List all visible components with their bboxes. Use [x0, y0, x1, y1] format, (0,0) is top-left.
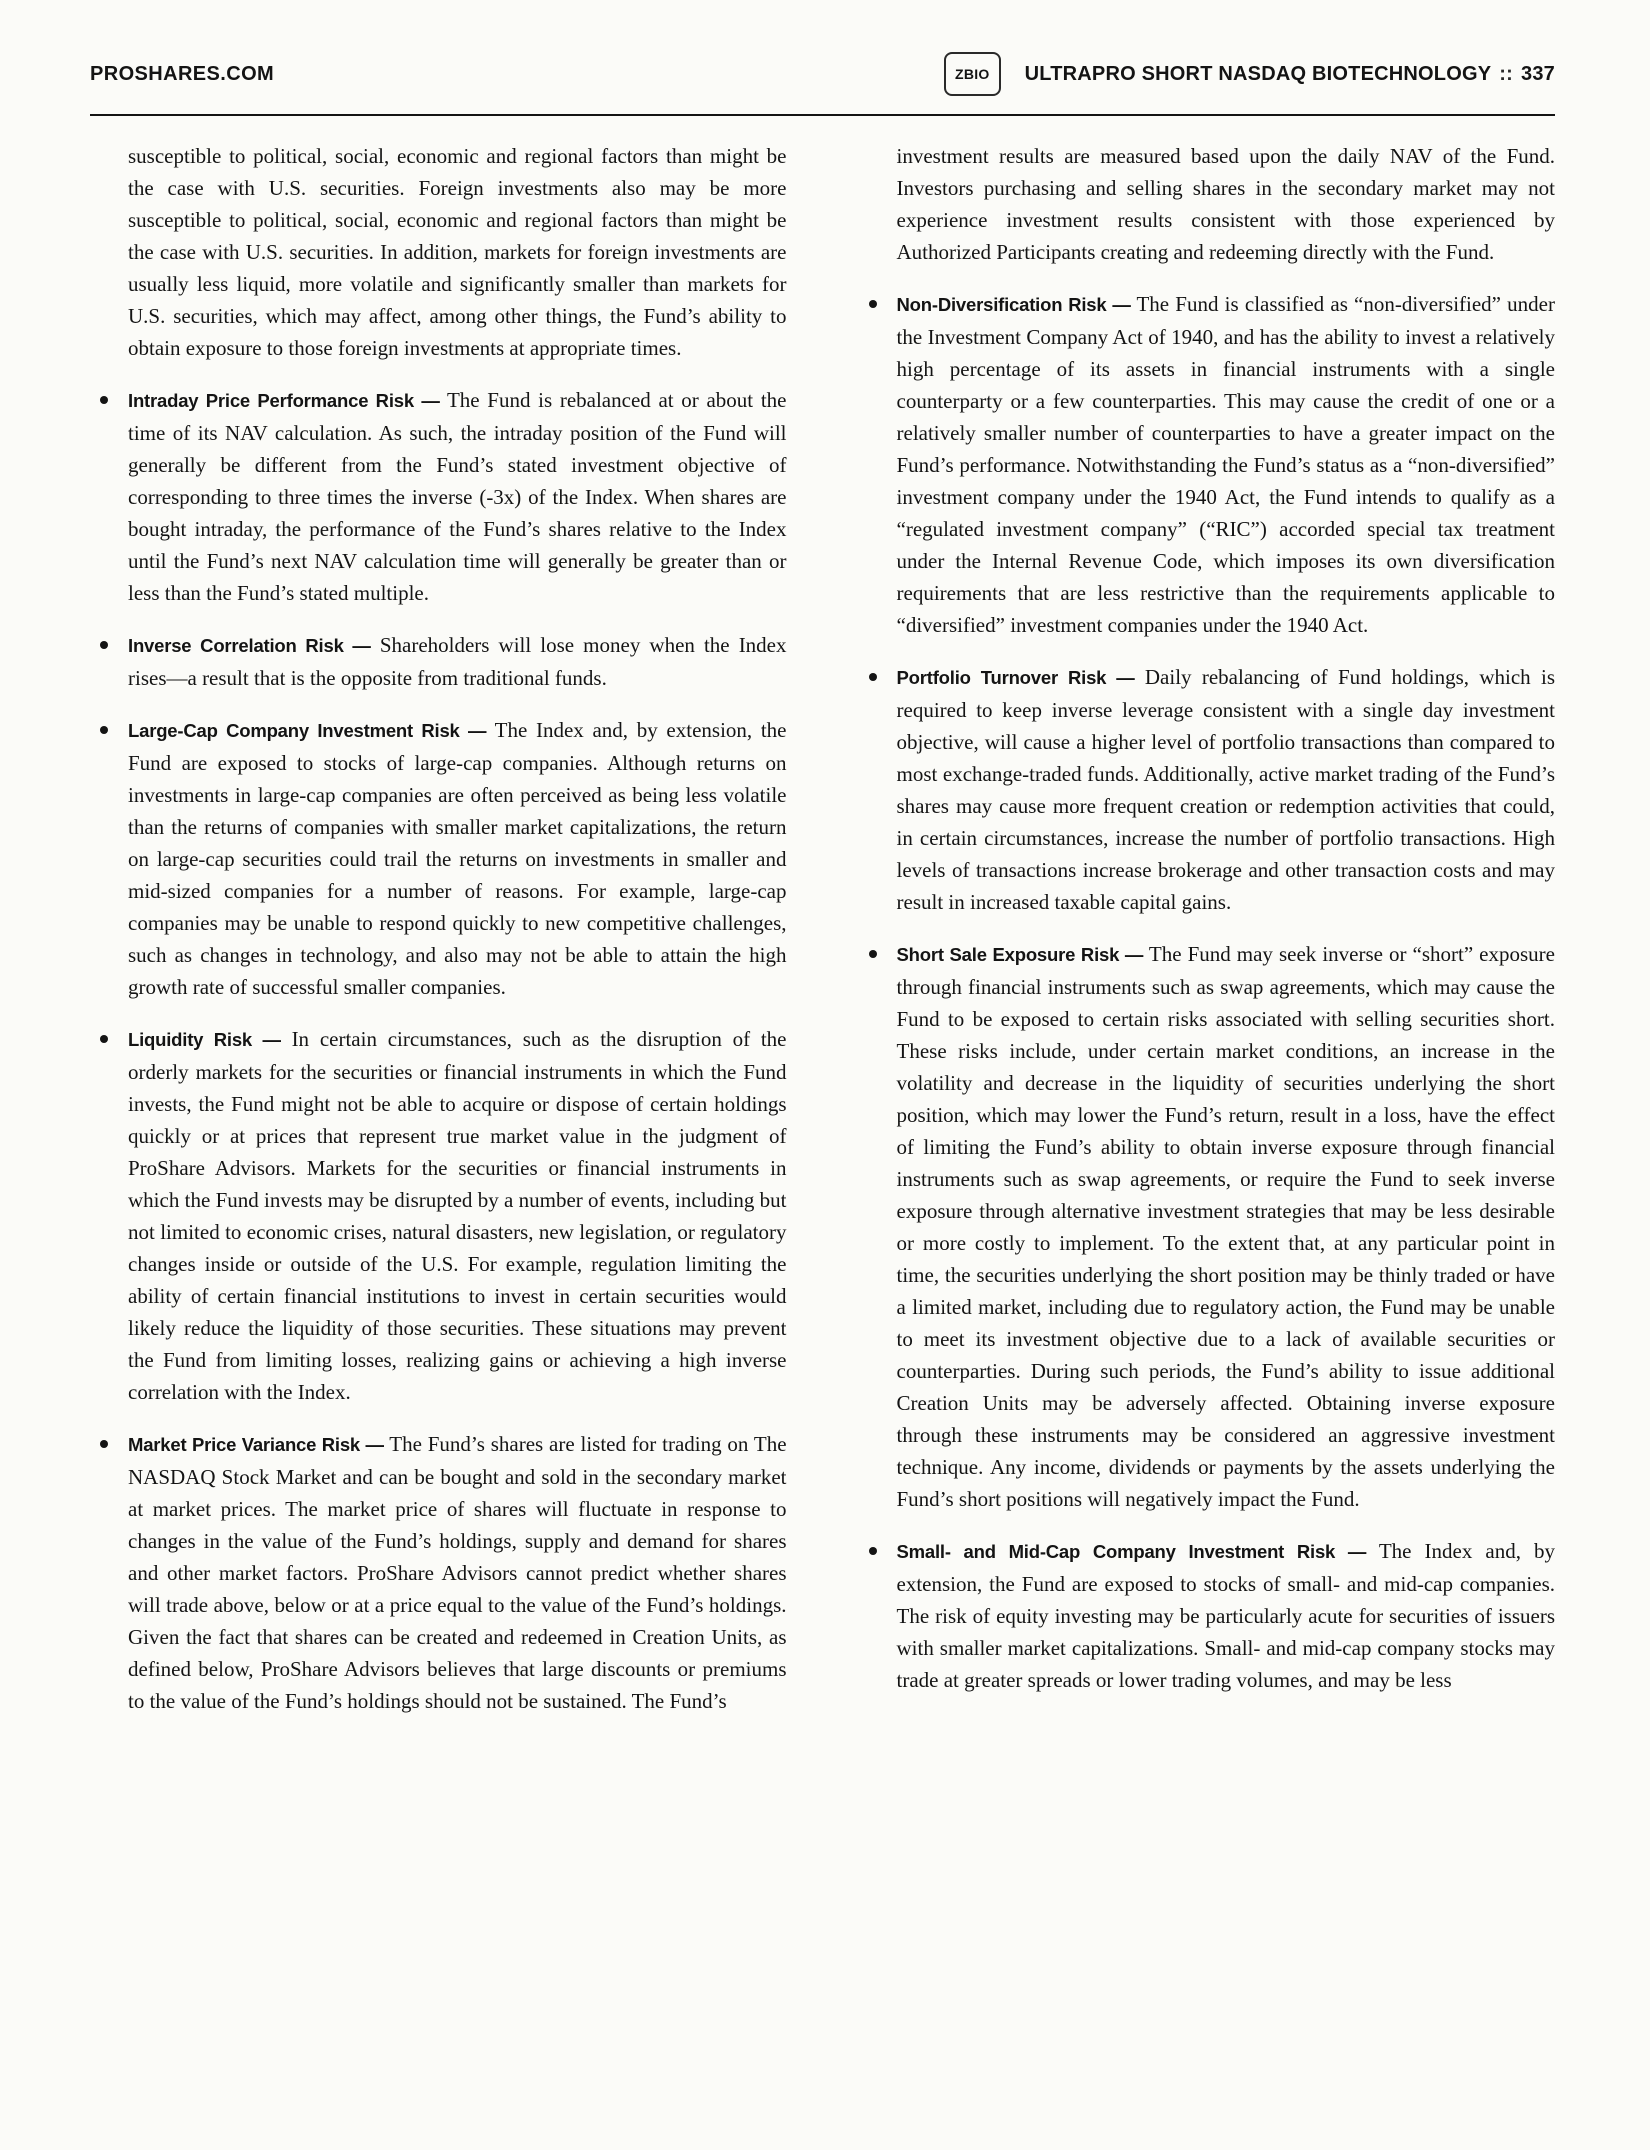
site-url: PROSHARES.COM [90, 62, 275, 85]
risk-item-small-mid-cap-company [859, 1535, 1556, 1696]
bullet-marker [100, 726, 108, 734]
risk-body: The Fund is classified as “non-diversified” under the Investment Company Act of 1940, and has the ability to invest a relatively high percentage of its assets in financial instruments with a single counterparty or a few counterparties. This may cause the credit of one or a relatively smaller number of counterparties to have a greater impact on the Fund’s performance. Notwithstanding the Fund’s status as a “non-diversified” investment company under the 1940 Act, the Fund intends to qualify as a “regulated investment company” (“RIC”) accorded special tax treatment under the Internal Revenue Code, which imposes its own diversification requirements that are less restrictive than the requirements applicable to “diversified” investment companies under the 1940 Act. [896, 292, 1555, 637]
risk-title: Market Price Variance Risk — [128, 1434, 384, 1455]
fund-title [1025, 63, 1555, 86]
page-number-separator: :: [1499, 62, 1514, 85]
risk-title: Large-Cap Company Investment Risk — [128, 720, 487, 741]
risk-body: The Fund’s shares are listed for trading on The NASDAQ Stock Market and can be bought and sold in the secondary market at market prices. The market price of shares will fluctuate in response to changes in the value of the Fund’s holdings, supply and demand for shares and other market factors. ProShare Advisors cannot predict whether shares will trade above, below or at a price equal to the value of the Fund’s holdings. Given the fact that shares can be created and redeemed in Creation Units, as defined below, ProShare Advisors believes that large discounts or premiums to the value of the Fund’s holdings should not be sustained. The Fund’s [128, 1432, 787, 1713]
bullet-marker [100, 1035, 108, 1043]
ticker-badge [944, 52, 1001, 96]
bullet-marker [869, 1547, 877, 1555]
risk-title: Small- and Mid-Cap Company Investment Risk — [896, 1541, 1367, 1562]
risk-item-portfolio-turnover [859, 661, 1556, 918]
risk-item-liquidity [90, 1023, 787, 1408]
bullet-marker [869, 673, 877, 681]
risk-item-short-sale-exposure [859, 938, 1556, 1515]
bullet-marker [100, 1440, 108, 1448]
risk-item-inverse-correlation [90, 629, 787, 694]
risk-title: Liquidity Risk — [128, 1029, 281, 1050]
header-right [944, 52, 1555, 96]
fund-name: ULTRAPRO SHORT NASDAQ BIOTECHNOLOGY [1024, 62, 1492, 85]
risk-title: Short Sale Exposure Risk — [896, 944, 1144, 965]
risk-title: Inverse Correlation Risk — [128, 635, 371, 656]
risk-body: The Fund may seek inverse or “short” exposure through financial instruments such as swap agreements, which may cause the Fund to be exposed to certain risks associated with selling securities short. These risks include, under certain market conditions, an increase in the volatility and decrease in the liquidity of securities underlying the short position, which may lower the Fund’s return, result in a loss, have the effect of limiting the Fund’s ability to obtain inverse exposure through financial instruments such as swap agreements, or require the Fund to seek inverse exposure through alternative investment strategies that may be less desirable or more costly to implement. To the extent that, at any particular point in time, the securities underlying the short position may be thinly traded or have a limited market, including due to regulatory action, the Fund may be unable to meet its investment objective due to a lack of available securities or counterparties. During such periods, the Fund’s ability to issue additional Creation Units may be adversely affected. Obtaining inverse exposure through these instruments may be considered an aggressive investment technique. Any income, dividends or payments by the assets underlying the Fund’s short positions will negatively impact the Fund. [896, 942, 1555, 1511]
page-header [90, 52, 1555, 116]
risk-item-market-price-variance [90, 1428, 787, 1717]
continued-paragraph: susceptible to political, social, economic and regional factors than might be the case with U.S. securities. Foreign investments also may be more susceptible to political, social, economic and regional factors than might be the case with U.S. securities. In addition, markets for foreign investments are usually less liquid, more volatile and significantly smaller than markets for U.S. securities, which may affect, among other things, the Fund’s ability to obtain exposure to those foreign investments at appropriate times. [128, 144, 787, 360]
ticker-label: ZBIO [954, 66, 990, 82]
risk-title: Portfolio Turnover Risk — [896, 667, 1135, 688]
bullet-marker [869, 300, 877, 308]
risk-body: In certain circumstances, such as the disruption of the orderly markets for the securities or financial instruments in which the Fund invests, the Fund might not be able to acquire or dispose of certain holdings quickly or at prices that represent true market value in the judgment of ProShare Advisors. Markets for the securities or financial instruments in which the Fund invests may be disrupted by a number of events, including but not limited to economic crises, natural disasters, new legislation, or regulatory changes inside or outside of the U.S. For example, regulation limiting the ability of certain financial institutions to invest in certain securities would likely reduce the liquidity of those securities. These situations may prevent the Fund from limiting losses, realizing gains or achieving a high inverse correlation with the Index. [128, 1027, 787, 1404]
risk-body: The Fund is rebalanced at or about the time of its NAV calculation. As such, the intraday position of the Fund will generally be different from the Fund’s stated investment objective of corresponding to three times the inverse (-3x) of the Index. When shares are bought intraday, the performance of the Fund’s shares relative to the Index until the Fund’s next NAV calculation time will generally be greater than or less than the Fund’s stated multiple. [128, 388, 787, 605]
right-column [859, 140, 1556, 1717]
risk-body: Shareholders will lose money when the Index rises—a result that is the opposite from traditional funds. [128, 633, 787, 690]
risk-title: Non-Diversification Risk — [896, 294, 1131, 315]
risk-title: Intraday Price Performance Risk — [128, 390, 440, 411]
bullet-marker [869, 950, 877, 958]
risk-body: The Index and, by extension, the Fund are exposed to stocks of large-cap companies. Although returns on investments in large-cap companies are often perceived as being less volatile than the returns of companies with smaller market capitalizations, the return on large-cap securities could trail the returns on investments in smaller and mid-sized companies for a number of reasons. For example, large-cap companies may be unable to respond quickly to new competitive challenges, such as changes in technology, and also may not be able to attain the high growth rate of successful smaller companies. [128, 718, 787, 999]
risk-item-intraday-price-performance [90, 384, 787, 609]
left-column [90, 140, 787, 1717]
risk-item-large-cap-company [90, 714, 787, 1003]
two-column-body [90, 140, 1555, 1717]
bullet-marker [100, 396, 108, 404]
page-number: 337 [1521, 62, 1555, 85]
risk-item-non-diversification [859, 288, 1556, 641]
risk-body: The Index and, by extension, the Fund are exposed to stocks of small- and mid-cap companies. The risk of equity investing may be particularly acute for securities of issuers with smaller market capitalizations. Small- and mid-cap company stocks may trade at greater spreads or lower trading volumes, and may be less [896, 1539, 1555, 1692]
risk-body: Daily rebalancing of Fund holdings, which is required to keep inverse leverage consistent with a single day investment objective, will cause a higher level of portfolio transactions than compared to most exchange-traded funds. Additionally, active market trading of the Fund’s shares may cause more frequent creation or redemption activities that could, in certain circumstances, increase the number of portfolio transactions. High levels of transactions increase brokerage and other transaction costs and may result in increased taxable capital gains. [896, 665, 1555, 914]
continued-paragraph: investment results are measured based upon the daily NAV of the Fund. Investors purchasing and selling shares in the secondary market may not experience investment results consistent with those experienced by Authorized Participants creating and redeeming directly with the Fund. [896, 144, 1555, 264]
bullet-marker [100, 641, 108, 649]
